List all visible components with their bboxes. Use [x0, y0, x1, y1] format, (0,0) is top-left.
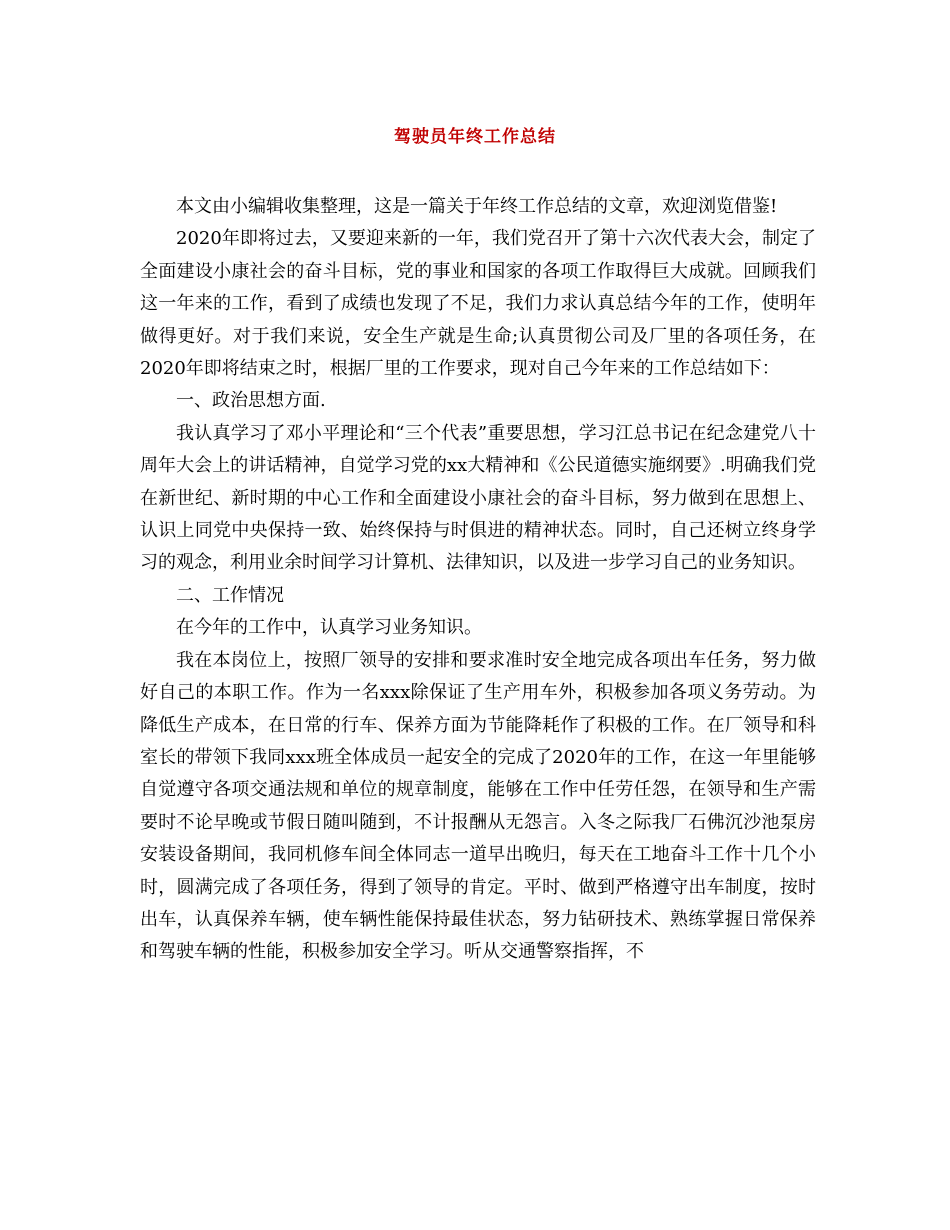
section-heading-political: 一、政治思想方面. — [176, 390, 326, 412]
paragraph-political: 我认真学习了邓小平理论和“三个代表”重要思想，学习江总书记在纪念建党八十周年大会上的讲话精神，自觉学习党的xx大精神和《公民道德实施纲要》.明确我们党在新世纪、新时期的中心工作和全面建设小康社会的奋斗目标，努力做到在思想上、认识上同党中央保持一致、始终保持与时俱进的精神状态。同时，自己还树立终身学习的观念，利用业余时间学习计算机、法律知识，以及进一步学习自己的业务知识。 — [140, 422, 816, 574]
paragraph-intro: 本文由小编辑收集整理，这是一篇关于年终工作总结的文章，欢迎浏览借鉴! — [176, 196, 778, 217]
paragraph-overview: 2020年即将过去，又要迎来新的一年，我们党召开了第十六次代表大会，制定了全面建设小康社会的奋斗目标，党的事业和国家的各项工作取得巨大成就。回顾我们这一年来的工作，看到了成绩也发现了不足，我们力求认真总结今年的工作，使明年做得更好。对于我们来说，安全生产就是生命;认真贯彻公司及厂里的各项任务，在2020年即将结束之时，根据厂里的工作要求，现对自己今年来的工作总结如下： — [140, 228, 816, 380]
paragraph-study: 在今年的工作中，认真学习业务知识。 — [176, 617, 482, 639]
paragraph-work-details: 我在本岗位上，按照厂领导的安排和要求准时安全地完成各项出车任务，努力做好自己的本职工作。作为一名xxx除保证了生产用车外，积极参加各项义务劳动。为降低生产成本，在日常的行车、保养方面为节能降耗作了积极的工作。在厂领导和科室长的带领下我同xxx班全体成员一起安全的完成了2020年的工作，在这一年里能够自觉遵守各项交通法规和单位的规章制度，能够在工作中任劳任怨，在领导和生产需要时不论早晚或节假日随叫随到，不计报酬从无怨言。入冬之际我厂石佛沉沙池泵房安装设备期间，我同机修车间全体同志一道早出晚归，每天在工地奋斗工作十几个小时，圆满完成了各项任务，得到了领导的肯定。平时、做到严格遵守出车制度，按时出车，认真保养车辆，使车辆性能保持最佳状态，努力钻研技术、熟练掌握日常保养和驾驶车辆的性能，积极参加安全学习。听从交通警察指挥，不 — [140, 649, 816, 963]
document-title: 驾驶员年终工作总结 — [394, 127, 556, 147]
section-heading-work: 二、工作情况 — [176, 584, 284, 606]
document-body — [140, 191, 816, 969]
